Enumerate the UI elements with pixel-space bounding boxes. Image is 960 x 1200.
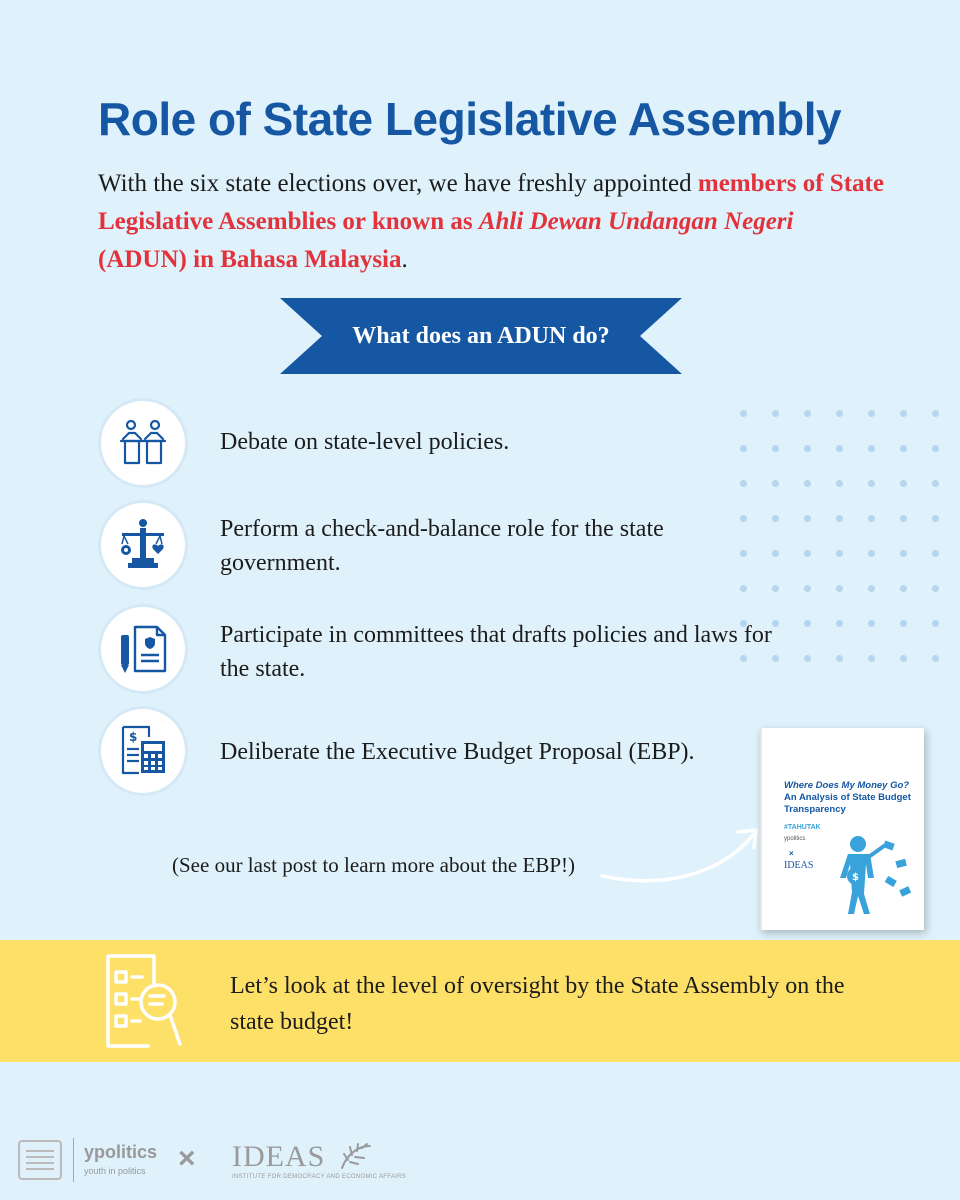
intro-highlight-text: members of State Legislative Assemblies or known as bbox=[98, 170, 884, 235]
role-item-text: Deliberate the Executive Budget Proposal (EBP). bbox=[220, 739, 695, 765]
decorative-dot bbox=[932, 620, 939, 627]
intro-text: With the six state elections over, we have freshly appointed bbox=[98, 170, 698, 197]
intro-highlight-italic: Ahli Dewan Undangan Negeri bbox=[478, 208, 794, 235]
decorative-dot bbox=[932, 550, 939, 557]
cover-title-line1: Where Does My Money Go? bbox=[784, 780, 910, 791]
decorative-dot bbox=[932, 655, 939, 662]
decorative-dot bbox=[932, 410, 939, 417]
page-title: Role of State Legislative Assembly bbox=[98, 93, 842, 145]
ideas-subtitle: INSTITUTE FOR DEMOCRACY AND ECONOMIC AFFAIRS bbox=[232, 1174, 407, 1180]
document-pen-icon bbox=[115, 621, 171, 677]
budget-calculator-icon bbox=[115, 723, 171, 779]
checklist-magnifier-icon bbox=[104, 952, 184, 1052]
ideas-name: IDEAS bbox=[232, 1140, 326, 1173]
section-banner bbox=[280, 298, 682, 374]
logo-divider bbox=[73, 1138, 74, 1182]
ypolitics-name: ypolitics bbox=[84, 1142, 158, 1162]
cover-x-mark: × bbox=[789, 849, 794, 858]
intro-highlight-text-2: (ADUN) in Bahasa Malaysia bbox=[98, 246, 402, 273]
decorative-dot bbox=[932, 480, 939, 487]
decorative-dot bbox=[932, 515, 939, 522]
ypolitics-logo-icon bbox=[18, 1140, 62, 1180]
intro-paragraph bbox=[98, 165, 888, 279]
footer-logos bbox=[18, 1130, 418, 1190]
role-icon-circle bbox=[98, 604, 188, 694]
report-cover-thumbnail[interactable] bbox=[760, 728, 924, 930]
ideas-leaf-icon bbox=[338, 1142, 372, 1172]
cover-ideas-logo: IDEAS bbox=[784, 860, 814, 871]
cover-hashtag: #TAHUTAK bbox=[784, 824, 821, 831]
ypolitics-tagline: youth in politics bbox=[84, 1166, 146, 1176]
collab-x-icon: × bbox=[178, 1142, 196, 1175]
debate-icon bbox=[115, 415, 171, 471]
role-item-committees bbox=[98, 604, 918, 694]
banner-label: What does an ADUN do? bbox=[352, 322, 610, 349]
role-icon-circle bbox=[98, 500, 188, 590]
decorative-dot bbox=[932, 585, 939, 592]
role-icon-circle bbox=[98, 398, 188, 488]
role-item-check-balance bbox=[98, 500, 918, 590]
role-item-text: Participate in committees that drafts policies and laws for the state. bbox=[220, 622, 772, 682]
decorative-dot bbox=[932, 445, 939, 452]
role-item-text: Debate on state-level policies. bbox=[220, 429, 510, 455]
money-figure-icon bbox=[836, 832, 916, 918]
callout-text: Let’s look at the level of oversight by the State Assembly on the state budget! bbox=[230, 973, 845, 1035]
svg-text:$: $ bbox=[852, 872, 859, 883]
cover-title-line2: An Analysis of State Budget Transparency bbox=[784, 792, 911, 815]
cover-title bbox=[784, 780, 914, 816]
intro-end: . bbox=[401, 246, 408, 273]
svg-text:$: $ bbox=[129, 730, 138, 744]
curved-arrow-icon bbox=[598, 818, 768, 888]
cover-ypolitics-logo: ypolitics bbox=[784, 836, 806, 842]
balance-scale-icon bbox=[114, 516, 172, 574]
ebp-note: (See our last post to learn more about the EBP!) bbox=[172, 853, 575, 877]
role-item-text: Perform a check-and-balance role for the state government. bbox=[220, 516, 664, 576]
role-icon-circle bbox=[98, 706, 188, 796]
callout-banner bbox=[0, 940, 960, 1062]
role-item-debate bbox=[98, 398, 918, 488]
